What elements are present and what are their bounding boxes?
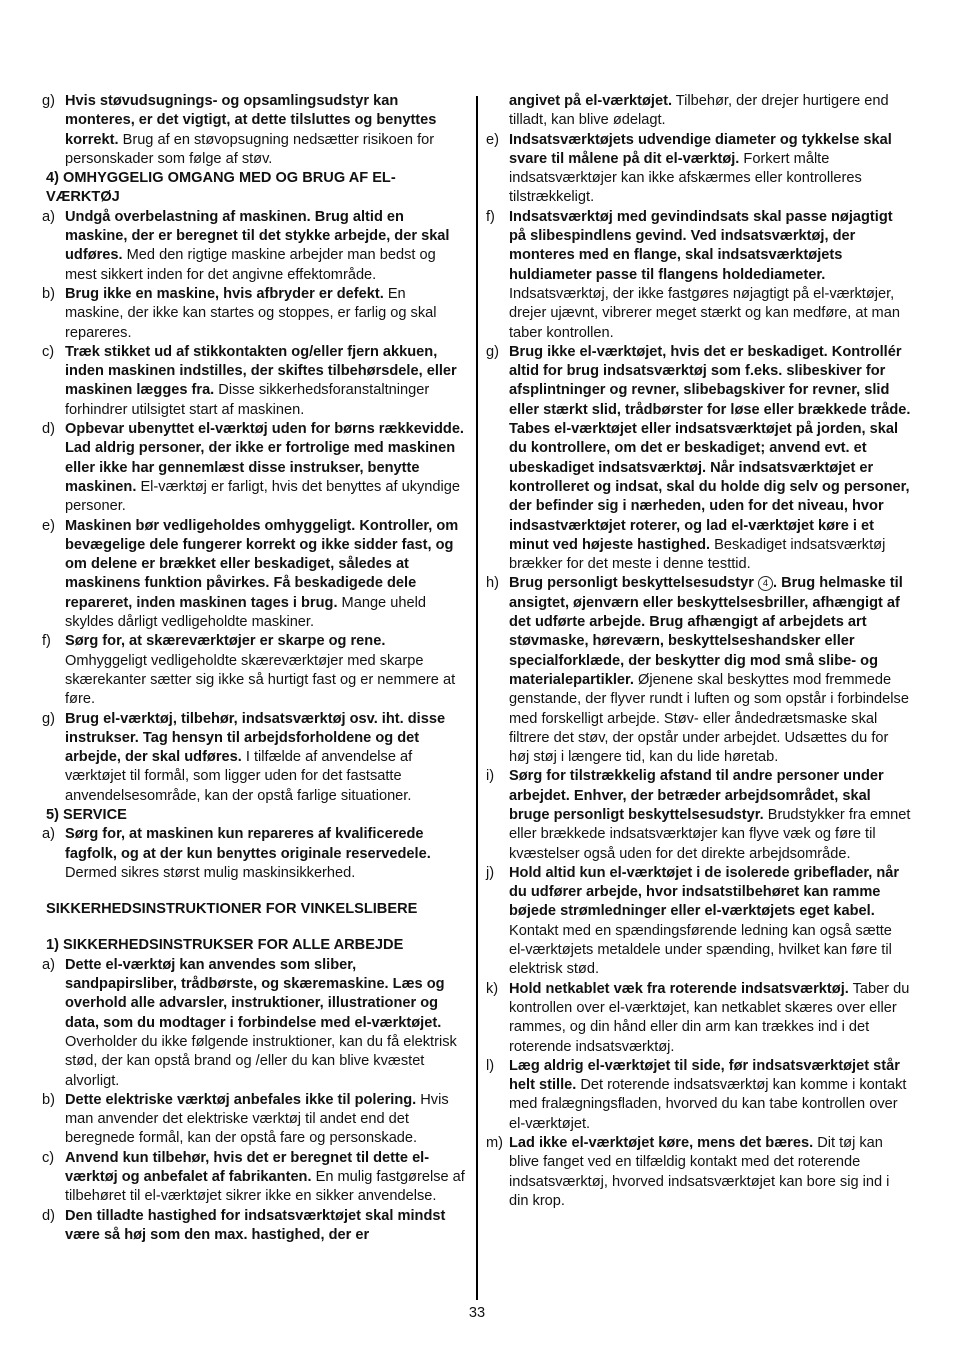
instruction-item (42, 632, 466, 709)
item-bold-text: Hvis støvudsugnings- og opsamlingsudstyr kan monteres, er det vigtigt, at dette tilsluttes og benyttes korrekt. (65, 93, 437, 148)
item-text (65, 517, 466, 633)
item-label: i) (486, 768, 495, 785)
item-label: e) (486, 131, 499, 148)
item-label: f) (42, 633, 51, 650)
instruction-item (42, 956, 466, 1091)
instruction-item (42, 208, 466, 285)
right-column (486, 92, 912, 1211)
page-number: 33 (468, 1305, 486, 1321)
item-label: c) (42, 1149, 55, 1166)
instruction-item (486, 343, 912, 575)
item-text (509, 1134, 912, 1211)
item-bold-text: Læg aldrig el-værktøjet til side, før indsatsværktøjet står helt stille. (509, 1057, 900, 1094)
item-text (65, 1207, 466, 1246)
instruction-item (486, 1134, 912, 1211)
figure-reference-icon: 4 (758, 576, 773, 591)
instruction-item (42, 1149, 466, 1207)
item-body-text: Det roterende indsatsværktøj kan komme i kontakt med fralægningsfladen, hvorved du kan tabe kontrollen over el-værktøjet. (509, 1077, 907, 1132)
instruction-item (42, 420, 466, 516)
item-label: a) (42, 956, 55, 973)
item-bold-text: Den tilladte hastighed for indsatsværktøjet skal mindst være så høj som den max. hastighed, der er (65, 1207, 446, 1243)
instruction-item (42, 1091, 466, 1149)
item-text (509, 208, 912, 343)
item-label: g) (42, 710, 55, 727)
section-heading: 5) SERVICE (46, 806, 127, 823)
item-text (509, 574, 912, 767)
item-label: d) (42, 421, 55, 438)
left-column (42, 92, 466, 1245)
instruction-item (486, 1057, 912, 1134)
item-bold-text: Lad ikke el-værktøjet køre, mens det bæres. (509, 1135, 814, 1152)
instruction-item (486, 767, 912, 863)
item-label: a) (42, 208, 55, 225)
section-heading: SIKKERHEDSINSTRUKTIONER FOR VINKELSLIBERE (46, 901, 418, 918)
item-label: b) (42, 1091, 55, 1108)
item-label: g) (486, 343, 499, 360)
item-text (509, 92, 912, 131)
instruction-item (42, 825, 466, 883)
instruction-item (42, 343, 466, 420)
column-divider (476, 96, 478, 1300)
item-bold-text: Hold netkablet væk fra roterende indsatsværktøj. (509, 980, 849, 997)
item-body-text: El-værktøj er farligt, hvis det benyttes af ukyndige personer. (65, 478, 461, 515)
item-bold-text: Anvend kun tilbehør, hvis det er beregnet til dette el-værktøj og anbefalet af fabrikanten. (65, 1149, 430, 1186)
item-text (65, 92, 466, 169)
item-bold-text: Maskinen bør vedligeholdes omhyggeligt. Kontroller, om bevægelige dele fungerer korrekt og ikke sidder fast, og om delene er brækket eller beskadiget, således at maskinens funktion påvirkes. Få beskadigede dele repareret, inden maskinen tages i brug. (65, 517, 459, 611)
item-label: g) (42, 93, 55, 109)
item-label (486, 92, 509, 131)
item-text (65, 1091, 466, 1149)
item-body-text: I tilfælde af anvendelse af værktøjet til formål, som ligger uden for det fastsatte anvendelsesområde, kan der opstå farlige situationer. (65, 749, 413, 804)
item-text (65, 825, 466, 883)
item-bold-text: Sørg for tilstrækkelig afstand til andre personer under arbejdet. Enhver, der betræder arbejdsområdet, skal bruge personligt beskyttelsesudstyr. (509, 768, 884, 823)
instruction-item (486, 574, 912, 767)
item-bold-text: Træk stikket ud af stikkontakten og/eller fjern akkuen, inden maskinen indstilles, der skiftes tilbehørsdele, eller maskinen lægges fra. (65, 343, 457, 399)
instruction-item (486, 980, 912, 1057)
instruction-item (486, 131, 912, 208)
item-text (509, 1057, 912, 1134)
item-label: b) (42, 285, 55, 302)
item-label: l) (486, 1057, 495, 1074)
item-body-text: Brudstykker fra emnet eller brækkede indsatsværktøjer kan flyve væk og føre til kvæstelser også uden for det direkte arbejdsområde. (509, 806, 911, 862)
item-text (65, 956, 466, 1091)
item-body-text: Dermed sikres størst mulig maskinsikkerhed. (65, 864, 356, 881)
item-text (65, 1149, 466, 1207)
item-body-text: En mulig fastgørelse af tilbehøret til el-værktøjet sikrer ikke en sikker anvendelse. (65, 1169, 465, 1205)
item-body-text: Overholder du ikke følgende instruktioner, kan du få elektrisk stød, der kan opstå brand og /eller du kan blive kvæstet alvorligt. (65, 1033, 457, 1089)
item-label: f) (486, 208, 495, 225)
item-bold-text: Sørg for, at skæreværktøjer er skarpe og rene. (65, 633, 386, 650)
item-body-text: Taber du kontrollen over el-værktøjet, kan netkablet skæres over eller rammes, og din hånd eller din arm kan trækkes ind i det roterende indsatsværktøj. (509, 980, 910, 1055)
item-body-text: Tilbehør, der drejer hurtigere end tilladt, kan blive ødelagt. (509, 93, 889, 129)
item-body-text: Dit tøj kan blive fanget ved en tilfældig kontakt med det roterende indsatsværktøj, hvorved indsatsværktøjet kan bore sig ind i din krop. (509, 1135, 890, 1209)
item-bold-text: Dette elektriske værktøj anbefales ikke til polering. (65, 1091, 417, 1108)
section-heading: 4) OMHYGGELIG OMGANG MED OG BRUG AF EL-VÆRKTØJ (46, 170, 396, 206)
item-text (65, 710, 466, 806)
item-label: d) (42, 1207, 55, 1224)
item-body-text: Forkert målte indsatsværktøjer kan ikke afskærmes eller kontrolleres tilstrækkeligt. (509, 150, 862, 206)
item-label: m) (486, 1135, 504, 1152)
item-bold-text: Brug el-værktøj, tilbehør, indsatsværktøj osv. iht. disse instrukser. Tag hensyn til arbejdsforholdene og det arbejde, der skal udføres. (65, 710, 446, 766)
section-gap (42, 919, 466, 936)
item-bold-text: Brug personligt beskyttelsesudstyr (509, 575, 754, 592)
item-body-text: Brug af en støvopsugning nedsætter risikoen for personskader som følge af støv. (65, 131, 435, 167)
item-body-text: Kontakt med en spændingsførende ledning kan også sætte el-værktøjets metaldele under spænding, hvilket kan føre til elektrisk stød. (509, 922, 892, 978)
item-text (65, 343, 466, 420)
item-label: h) (486, 575, 499, 592)
item-body-text: Hvis man anvender det elektriske værktøj til andet end det beregnede formål, kan der opstå fare og personskade. (65, 1091, 449, 1147)
item-text (509, 980, 912, 1057)
item-text (65, 420, 466, 516)
item-label: e) (42, 517, 55, 534)
item-body-text: En maskine, der ikke kan startes og stoppes, er farlig og skal repareres. (65, 285, 437, 341)
item-bold-text: Undgå overbelastning af maskinen. Brug altid en maskine, der er beregnet til det stykke arbejde, der skal udføres. (65, 208, 450, 264)
item-label: a) (42, 826, 55, 843)
instruction-item (42, 285, 466, 343)
instruction-item (42, 1207, 466, 1246)
item-bold-text: Opbevar ubenyttet el-værktøj uden for børns rækkevidde. Lad aldrig personer, der ikke er fortrolige med maskinen eller ikke har gennemlæst disse instrukser, benytte maskinen. (65, 421, 464, 495)
item-bold-text: Dette el-værktøj kan anvendes som sliber, sandpapirsliber, trådbørste, og skæremaskine. Læs og overhold alle advarsler, instruktioner, illustrationer og data, som du modtager i forbindelse med el-værktøjet. (65, 956, 445, 1031)
item-bold-text: Hold altid kun el-værktøjet i de isolerede gribeflader, når du udfører arbejde, hvor indsatstilbehøret kan ramme bøjede strømledninger eller el-værktøjets eget kabel. (509, 864, 900, 920)
item-text (65, 208, 466, 285)
item-text (509, 343, 912, 575)
item-bold-text: . Brug helmaske til ansigtet, øjenværn eller beskyttelsesbriller, afhængigt af det udførte arbejde. Brug afhængigt af arbejdets art støvmaske, høreværn, beskyttelseshandsker eller specialforklæde, der beskytter dig mod små slibe- og materialepartikler. (509, 575, 903, 688)
item-bold-text: Indsatsværktøjets udvendige diameter og tykkelse skal svare til målene på dit el-værktøj. (509, 131, 892, 167)
item-text (509, 767, 912, 863)
instruction-item (42, 517, 466, 633)
item-label: k) (486, 980, 499, 997)
item-body-text: Beskadiget indsatsværktøj brækker for det meste i denne testtid. (509, 536, 886, 573)
item-text (65, 285, 466, 343)
item-text (65, 632, 466, 709)
item-bold-text: Sørg for, at maskinen kun repareres af kvalificerede fagfolk, og at der kun benyttes originale reservedele. (65, 826, 431, 862)
item-body-text: Med den rigtige maskine arbejder man bedst og mest sikkert inden for det angivne effektområde. (65, 247, 436, 283)
item-label: c) (42, 343, 55, 360)
item-body-text: Mange uheld skyldes dårligt vedligeholdte maskiner. (65, 594, 426, 631)
item-body-text: Øjenene skal beskyttes mod fremmede genstande, der flyver rundt i luften og som opstår i forbindelse med forskelligt arbejde. Støv- eller åndedrætsmaske skal filtrere det støv, der opstår under arbejdet. Udsættes du for høj støj i længere tid, kan du lide høretab. (509, 671, 909, 766)
item-text (509, 131, 912, 208)
item-body-text: Indsatsværktøj, der ikke fastgøres nøjagtigt på el-værktøjer, drejer ujævnt, vibrerer meget stærkt og kan medføre, at man taber kontrollen. (509, 285, 900, 341)
item-label: j) (486, 864, 495, 881)
item-bold-text: Indsatsværktøj med gevindindsats skal passe nøjagtigt på slibespindlens gevind. Ved indsatsværktøj, der monteres med en flange, skal indsatsværktøjets huldiameter passe til flangens holdediameter. (509, 208, 893, 283)
item-body-text: Omhyggeligt vedligeholdte skæreværktøjer med skarpe skærekanter sætter sig ikke så hurtigt fast og er nemmere at føre. (65, 652, 456, 708)
instruction-item (486, 92, 912, 131)
item-body-text: Disse sikkerhedsforanstaltninger forhindrer utilsigtet start af maskinen. (65, 382, 430, 418)
item-text (509, 864, 912, 980)
section-heading: 1) SIKKERHEDSINSTRUKSER FOR ALLE ARBEJDE (46, 937, 404, 954)
item-bold-text: angivet på el-værktøjet. (509, 93, 673, 109)
instruction-item (486, 208, 912, 343)
instruction-item (42, 710, 466, 806)
instruction-item (42, 92, 466, 169)
item-bold-text: Brug ikke el-værktøjet, hvis det er beskadiget. Kontrollér altid for brug indsatsværktøj som f.eks. slibeskiver for afsplintninger og revner, slibebagskiver for revner, slid eller stærkt slid, trådbørster for løse eller brækkede tråde. Tabes el-værktøjet eller indsatsværktøjet på jorden, skal du kontrollere, om det er beskadiget; anvend evt. et ubeskadiget indsatsværktøj. Når indsatsværktøjet er kontrolleret og indsat, skal du holde dig selv og personer, der befinder sig i nærheden, uden for det niveau, hvor indsastværktøjet roterer, og lad el-værktøjet køre i et minut ved højeste hastighed. (509, 343, 911, 553)
section-gap (42, 883, 466, 900)
instruction-item (486, 864, 912, 980)
item-bold-text: Brug ikke en maskine, hvis afbryder er defekt. (65, 285, 384, 302)
